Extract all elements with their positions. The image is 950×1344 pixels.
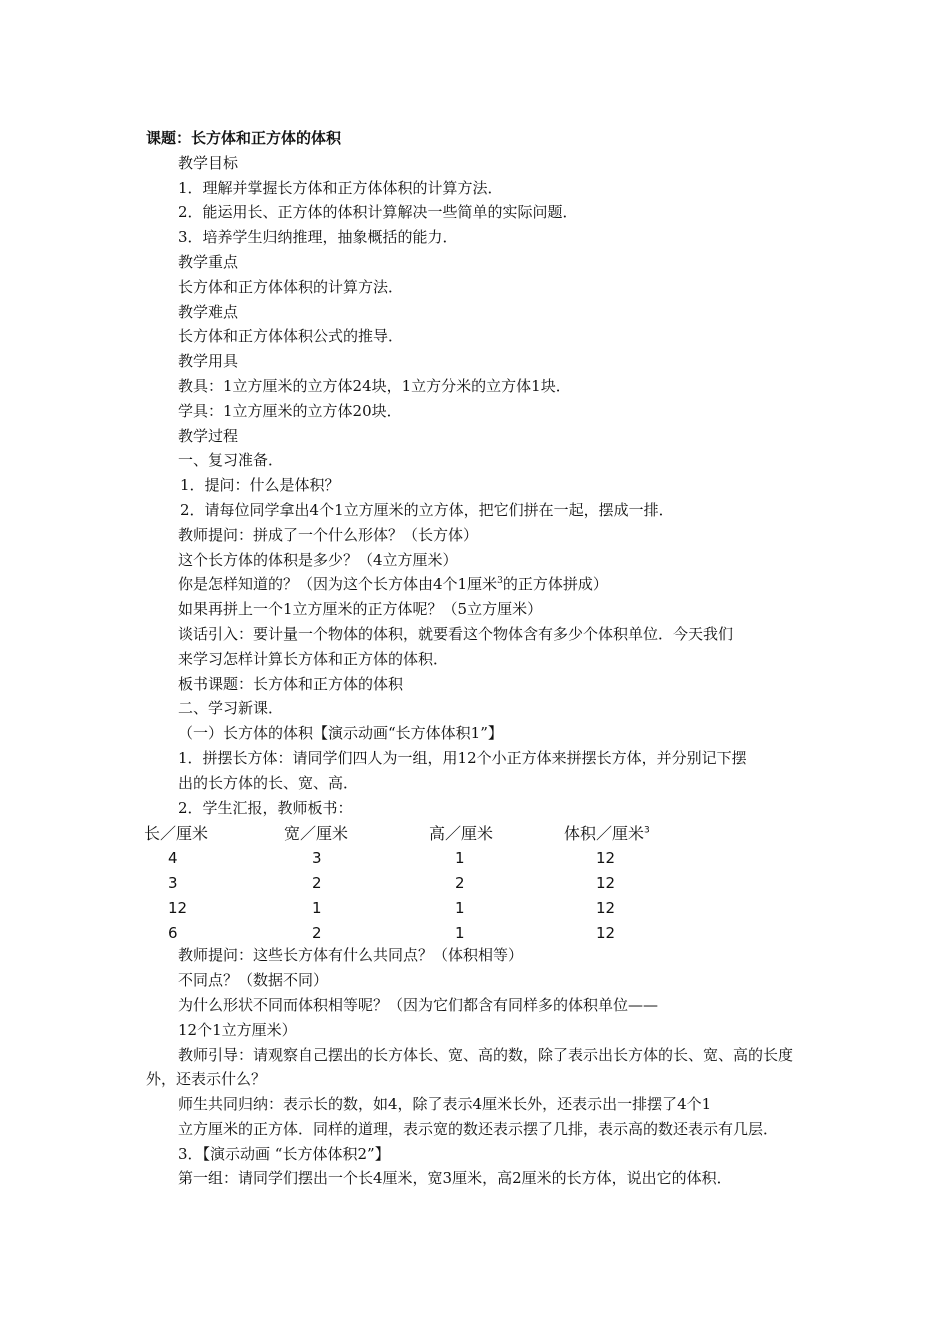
text-line: 3．【演示动画 “长方体体积2”】 <box>178 1144 390 1163</box>
text-line: 长方体和正方体体积公式的推导． <box>178 327 404 346</box>
text-line: 教学过程 <box>178 426 239 445</box>
table-cell: 12 <box>596 899 616 918</box>
text-line: 一、复习准备． <box>178 451 284 470</box>
text-line: 谈话引入：要计量一个物体的体积，就要看这个物体含有多少个体积单位．今天我们 <box>178 624 734 643</box>
text-line: 如果再拼上一个1立方厘米的正方体呢？（5立方厘米） <box>178 600 543 619</box>
table-cell: 4 <box>168 849 178 868</box>
text-line: 教学重点 <box>178 252 239 271</box>
text-line: 1．提问：什么是体积？ <box>180 476 340 495</box>
text-line: 2．请每位同学拿出4个1立方厘米的立方体，把它们拼在一起，摆成一排． <box>180 500 674 519</box>
text-line: 1．理解并掌握长方体和正方体体积的计算方法． <box>178 178 503 197</box>
text-line: 学具：1立方厘米的立方体20块． <box>178 401 402 420</box>
text-line: 12个1立方厘米） <box>178 1020 297 1039</box>
superscript: 3 <box>497 576 503 587</box>
table-cell: 6 <box>168 924 178 943</box>
table-cell: 12 <box>596 924 616 943</box>
text-line: 师生共同归纳：表示长的数，如4，除了表示4厘米长外，还表示出一排摆了4个1 <box>178 1095 712 1114</box>
text-line: 2．学生汇报，教师板书： <box>178 798 353 817</box>
text-line: （一）长方体的体积【演示动画“长方体体积1”】 <box>178 724 503 743</box>
text-line: 不同点？（数据不同） <box>178 971 329 990</box>
table-cell: 2 <box>312 874 322 893</box>
text-line: 第一组：请同学们摆出一个长4厘米，宽3厘米，高2厘米的长方体，说出它的体积． <box>178 1169 732 1188</box>
text-line: 教学难点 <box>178 302 239 321</box>
text-line: 教学用具 <box>178 352 239 371</box>
table-cell: 1 <box>455 899 465 918</box>
text-line <box>146 572 810 597</box>
text-line: 教师提问：这些长方体有什么共同点？（体积相等） <box>178 946 524 965</box>
table-cell: 2 <box>455 874 465 893</box>
text-line: 教具：1立方厘米的立方体24块，1立方分米的立方体1块． <box>178 376 571 395</box>
table-cell: 12 <box>596 874 616 893</box>
table-header: 宽／厘米 <box>284 824 349 844</box>
text-line: 这个长方体的体积是多少？（4立方厘米） <box>178 550 458 569</box>
text-line: 二、学习新课． <box>178 699 284 718</box>
text-line: 2．能运用长、正方体的体积计算解决一些简单的实际问题． <box>178 203 578 222</box>
text-line: 3．培养学生归纳推理，抽象概括的能力． <box>178 228 458 247</box>
text-line: 板书课题：长方体和正方体的体积 <box>178 674 404 693</box>
table-cell: 12 <box>596 849 616 868</box>
table-cell: 1 <box>312 899 322 918</box>
text-run: 的正方体拼成） <box>502 575 608 594</box>
text-line: 教学目标 <box>178 153 239 172</box>
table-cell: 12 <box>168 899 188 918</box>
table-cell: 3 <box>168 874 178 893</box>
table-cell: 3 <box>312 849 322 868</box>
document-body <box>146 126 810 1191</box>
header-text: 体积／厘米 <box>564 824 645 844</box>
table-header: 高／厘米 <box>429 824 494 844</box>
table-cell: 2 <box>312 924 322 943</box>
lesson-title: 课题：长方体和正方体的体积 <box>146 129 342 147</box>
text-line: 出的长方体的长、宽、高． <box>178 773 359 792</box>
paragraph: 立方厘米的正方体．同样的道理，表示宽的数还表示摆了几排，表示高的数还表示有几层． <box>178 1119 779 1138</box>
text-line: 为什么形状不同而体积相等呢？（因为它们都含有同样多的体积单位—— <box>178 995 659 1014</box>
text-run: 你是怎样知道的？（因为这个长方体由4个1厘米 <box>178 575 498 594</box>
text-line: 1．拼摆长方体：请同学们四人为一组，用12个小正方体来拼摆长方体，并分别记下摆 <box>178 748 747 767</box>
paragraph: 教师引导：请观察自己摆出的长方体长、宽、高的数，除了表示出长方体的长、宽、高的长度外，还表示什么？ <box>146 1045 794 1089</box>
text-line: 来学习怎样计算长方体和正方体的体积． <box>178 649 449 668</box>
table-cell: 1 <box>455 849 465 868</box>
text-line: 长方体和正方体体积的计算方法． <box>178 277 404 296</box>
text-line: 教师提问：拼成了一个什么形体？（长方体） <box>178 525 479 544</box>
table-cell: 1 <box>455 924 465 943</box>
table-header <box>564 822 650 847</box>
superscript: 3 <box>644 825 650 836</box>
data-table <box>144 822 810 943</box>
table-header: 长／厘米 <box>144 824 209 844</box>
